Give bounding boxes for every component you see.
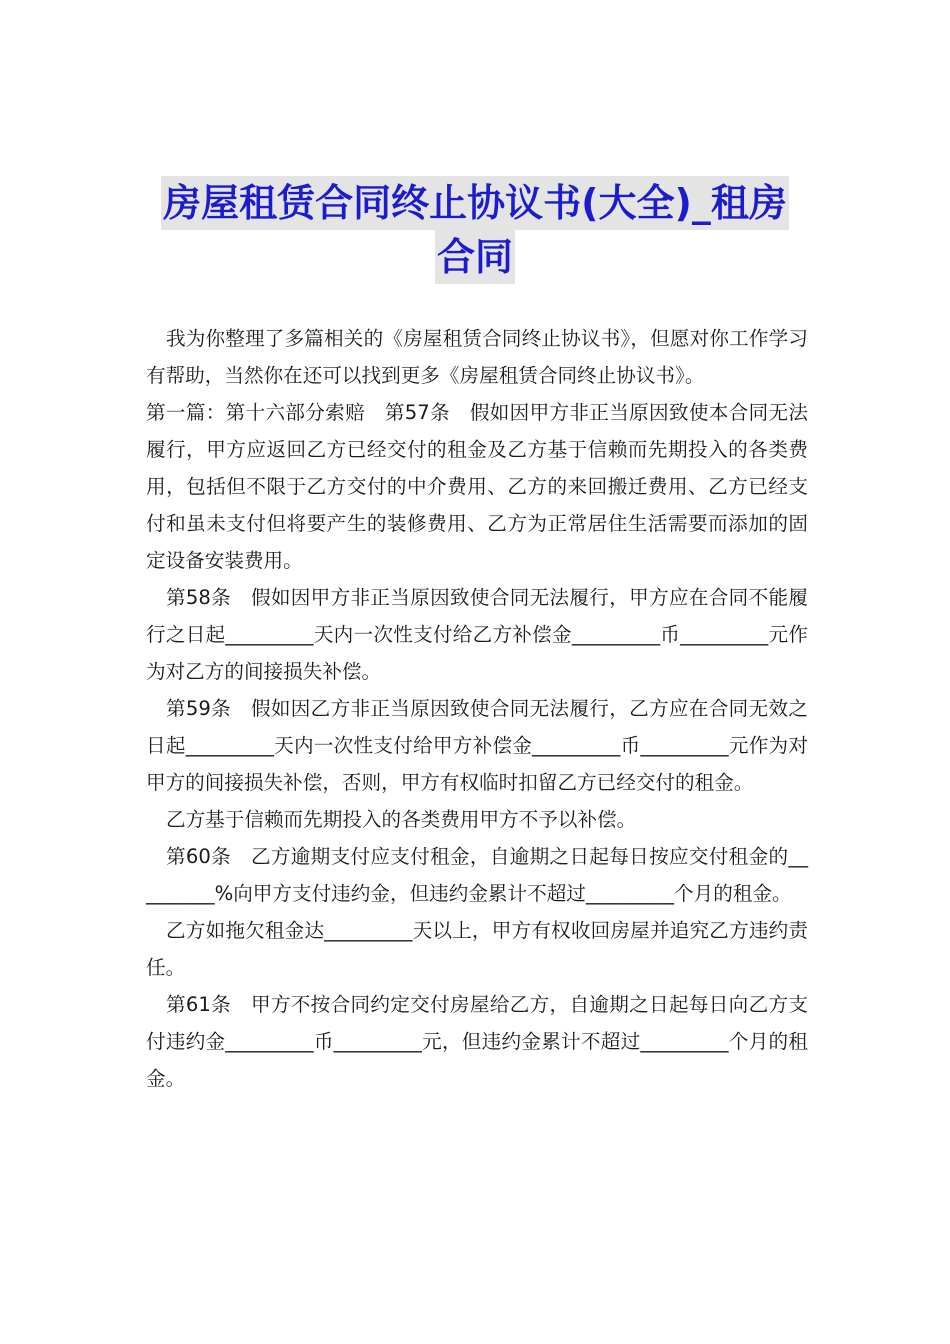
title-line-2: 合同 [435, 230, 515, 284]
article-61-paragraph: 第61条 甲方不按合同约定交付房屋给乙方，自逾期之日起每日向乙方支付违约金_________币_________元，但违约金累计不超过_________个月的租金。 [146, 993, 808, 1090]
title-line-1: 房屋租赁合同终止协议书(大全)_租房 [161, 176, 789, 230]
article-58-paragraph: 第58条 假如因甲方非正当原因致使合同无法履行，甲方应在合同不能履行之日起_________天内一次性支付给乙方补偿金_________币_________元作为对乙方的间接损失补偿。 [146, 586, 808, 683]
article-60-paragraph: 第60条 乙方逾期支付应支付租金，自逾期之日起每日按应交付租金的_________%向甲方支付违约金，但违约金累计不超过_________个月的租金。 [146, 845, 808, 905]
no-compensation-paragraph: 乙方基于信赖而先期投入的各类费用甲方不予以补偿。 [166, 808, 637, 831]
document-title [140, 176, 810, 284]
document-body [146, 320, 808, 1097]
intro-paragraph: 我为你整理了多篇相关的《房屋租赁合同终止协议书》，但愿对你工作学习有帮助，当然你在还可以找到更多《房屋租赁合同终止协议书》。 [146, 327, 808, 387]
article-57-paragraph: 第一篇：第十六部分索赔 第57条 假如因甲方非正当原因致使本合同无法履行，甲方应返回乙方已经交付的租金及乙方基于信赖而先期投入的各类费用，包括但不限于乙方交付的中介费用、乙方的来回搬迁费用、乙方已经支付和虽未支付但将要产生的装修费用、乙方为正常居住生活需要而添加的固定设备安装费用。 [146, 401, 808, 572]
rent-arrears-paragraph: 乙方如拖欠租金达_________天以上，甲方有权收回房屋并追究乙方违约责任。 [146, 919, 808, 979]
article-59-paragraph: 第59条 假如因乙方非正当原因致使合同无法履行，乙方应在合同无效之日起_________天内一次性支付给甲方补偿金_________币_________元作为对甲方的间接损失补偿，否则，甲方有权临时扣留乙方已经交付的租金。 [146, 697, 808, 794]
